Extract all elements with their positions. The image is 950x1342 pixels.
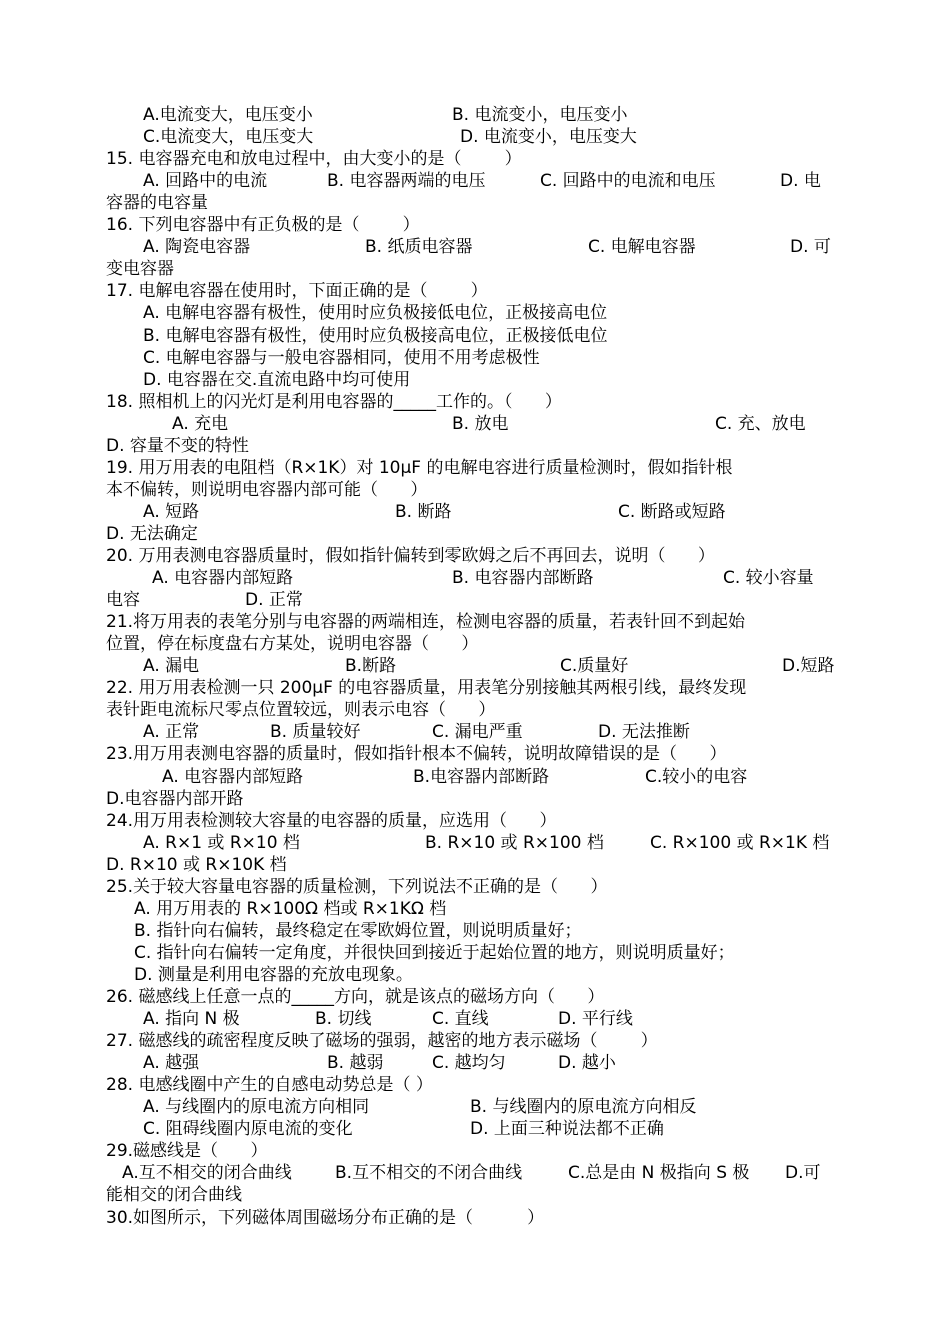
text-segment: C. 直线	[432, 1009, 489, 1030]
text-segment: B. 切线	[315, 1009, 372, 1030]
text-segment: B. 与线圈内的原电流方向相反	[470, 1097, 697, 1118]
text-segment: B. 断路	[395, 501, 452, 522]
text-segment: D. 容量不变的特性	[106, 435, 249, 456]
text-segment: B.电容器内部断路	[413, 766, 550, 787]
text-segment: D. 上面三种说法都不正确	[470, 1119, 664, 1140]
text-segment: 16. 下列电容器中有正负极的是（ ）	[106, 215, 420, 236]
text-segment: 18. 照相机上的闪光灯是利用电容器的_____工作的。（ ）	[106, 391, 562, 412]
text-segment: 24.用万用表检测较大容量的电容器的质量，应选用（ ）	[106, 810, 557, 831]
text-segment: A. 回路中的电流	[143, 171, 268, 192]
text-segment: A. 与线圈内的原电流方向相同	[143, 1097, 370, 1118]
text-segment: B. 电容器两端的电压	[327, 171, 486, 192]
text-segment: B.互不相交的不闭合曲线	[335, 1163, 523, 1184]
text-segment: D. 正常	[245, 590, 303, 611]
text-segment: A. 充电	[172, 413, 229, 434]
text-segment: A. 短路	[143, 501, 200, 522]
text-segment: C. 越均匀	[432, 1053, 506, 1074]
text-segment: C. 电解电容器	[588, 237, 696, 258]
text-segment: D.可	[785, 1163, 821, 1184]
text-segment: 27. 磁感线的疏密程度反映了磁场的强弱，越密的地方表示磁场（ ）	[106, 1031, 658, 1052]
text-segment: D.短路	[782, 656, 835, 677]
text-segment: 21.将万用表的表笔分别与电容器的两端相连，检测电容器的质量，若表针回不到起始	[106, 612, 746, 633]
text-segment: C. 较小容量	[723, 568, 814, 589]
text-segment: A. 用万用表的 R×100Ω 档或 R×1KΩ 档	[134, 898, 447, 919]
text-segment: C. 电解电容器与一般电容器相同，使用不用考虑极性	[143, 347, 540, 368]
text-segment: A.电流变大，电压变小	[143, 105, 313, 125]
text-segment: A. 指向 N 极	[143, 1009, 240, 1030]
text-segment: 位置，停在标度盘右方某处，说明电容器（ ）	[106, 634, 479, 655]
text-segment: B. 电容器内部断路	[452, 568, 594, 589]
text-segment: D. 电容器在交.直流电路中均可使用	[143, 369, 411, 390]
text-segment: A. 陶瓷电容器	[143, 237, 251, 258]
text-segment: D. 无法确定	[106, 523, 198, 544]
text-segment: D.电容器内部开路	[106, 788, 244, 809]
text-segment: 19. 用万用表的电阻档（R×1K）对 10μF 的电解电容进行质量检测时，假如指针根	[106, 457, 733, 478]
text-segment: 本不偏转，则说明电容器内部可能（ ）	[106, 479, 428, 500]
text-segment: D. 平行线	[558, 1009, 633, 1030]
text-segment: 变电容器	[106, 259, 174, 280]
text-segment: B. 指针向右偏转，最终稳定在零欧姆位置，则说明质量好；	[134, 920, 582, 941]
text-segment: 26. 磁感线上任意一点的_____方向，就是该点的磁场方向（ ）	[106, 987, 605, 1007]
text-segment: 容器的电容量	[106, 193, 208, 214]
text-segment: C. 指针向右偏转一定角度，并很快回到接近于起始位置的地方，则说明质量好；	[134, 942, 735, 963]
text-segment: C. 断路或短路	[618, 501, 726, 522]
text-segment: 20. 万用表测电容器质量时，假如指针偏转到零欧姆之后不再回去，说明（ ）	[106, 546, 715, 566]
text-segment: A. 电容器内部短路	[152, 568, 294, 589]
text-segment: B. R×10 或 R×100 档	[425, 832, 604, 853]
text-segment: D. R×10 或 R×10K 档	[106, 854, 287, 875]
text-segment: 22. 用万用表检测一只 200μF 的电容器质量，用表笔分别接触其两根引线，最终发现	[106, 678, 747, 699]
text-segment: C. 阻碍线圈内原电流的变化	[143, 1119, 353, 1140]
text-segment: A. 越强	[143, 1053, 200, 1074]
text-segment: C.总是由 N 极指向 S 极	[568, 1163, 750, 1184]
text-segment: A. R×1 或 R×10 档	[143, 832, 300, 853]
text-segment: D. 无法推断	[598, 722, 690, 743]
text-segment: D. 电	[780, 171, 821, 192]
text-segment: D. 可	[790, 237, 831, 258]
text-segment: C. R×100 或 R×1K 档	[650, 832, 830, 853]
text-segment: A. 电容器内部短路	[162, 766, 304, 787]
text-segment: D. 电流变小，电压变大	[460, 127, 637, 148]
text-segment: C. 充、放电	[715, 413, 806, 434]
text-segment: 表针距电流标尺零点位置较远，则表示电容（ ）	[106, 700, 496, 721]
text-segment: C.质量好	[560, 656, 629, 677]
text-segment: B. 越弱	[327, 1053, 384, 1074]
text-segment: 电容	[106, 590, 140, 611]
text-segment: 30.如图所示，下列磁体周围磁场分布正确的是（ ）	[106, 1207, 545, 1228]
text-segment: A. 电解电容器有极性，使用时应负极接低电位，正极接高电位	[143, 303, 608, 324]
text-segment: 25.关于较大容量电容器的质量检测，下列说法不正确的是（ ）	[106, 876, 608, 897]
text-segment: A. 正常	[143, 722, 200, 743]
text-segment: 28. 电感线圈中产生的自感电动势总是（ ）	[106, 1075, 433, 1096]
text-segment: B. 电解电容器有极性，使用时应负极接高电位，正极接低电位	[143, 325, 608, 346]
text-segment: D. 测量是利用电容器的充放电现象。	[134, 964, 413, 985]
text-segment: A. 漏电	[143, 656, 200, 677]
text-segment: B. 质量较好	[270, 722, 361, 743]
text-segment: 23.用万用表测电容器的质量时，假如指针根本不偏转，说明故障错误的是（ ）	[106, 744, 727, 765]
text-segment: B. 纸质电容器	[365, 237, 473, 258]
text-segment: 能相交的闭合曲线	[106, 1185, 242, 1206]
text-segment: B. 放电	[452, 413, 509, 434]
text-segment: 17. 电解电容器在使用时，下面正确的是（ ）	[106, 281, 488, 302]
text-segment: A.互不相交的闭合曲线	[122, 1163, 292, 1184]
text-segment: 29.磁感线是（ ）	[106, 1141, 268, 1162]
text-segment: C.较小的电容	[645, 766, 748, 787]
text-segment: B.断路	[345, 656, 397, 677]
text-segment: B. 电流变小，电压变小	[452, 105, 628, 125]
text-segment: 15. 电容器充电和放电过程中，由大变小的是（ ）	[106, 149, 522, 170]
text-segment: C.电流变大，电压变大	[143, 127, 314, 148]
text-segment: C. 漏电严重	[432, 722, 523, 743]
text-segment: C. 回路中的电流和电压	[540, 171, 716, 192]
text-segment: D. 越小	[558, 1053, 616, 1074]
